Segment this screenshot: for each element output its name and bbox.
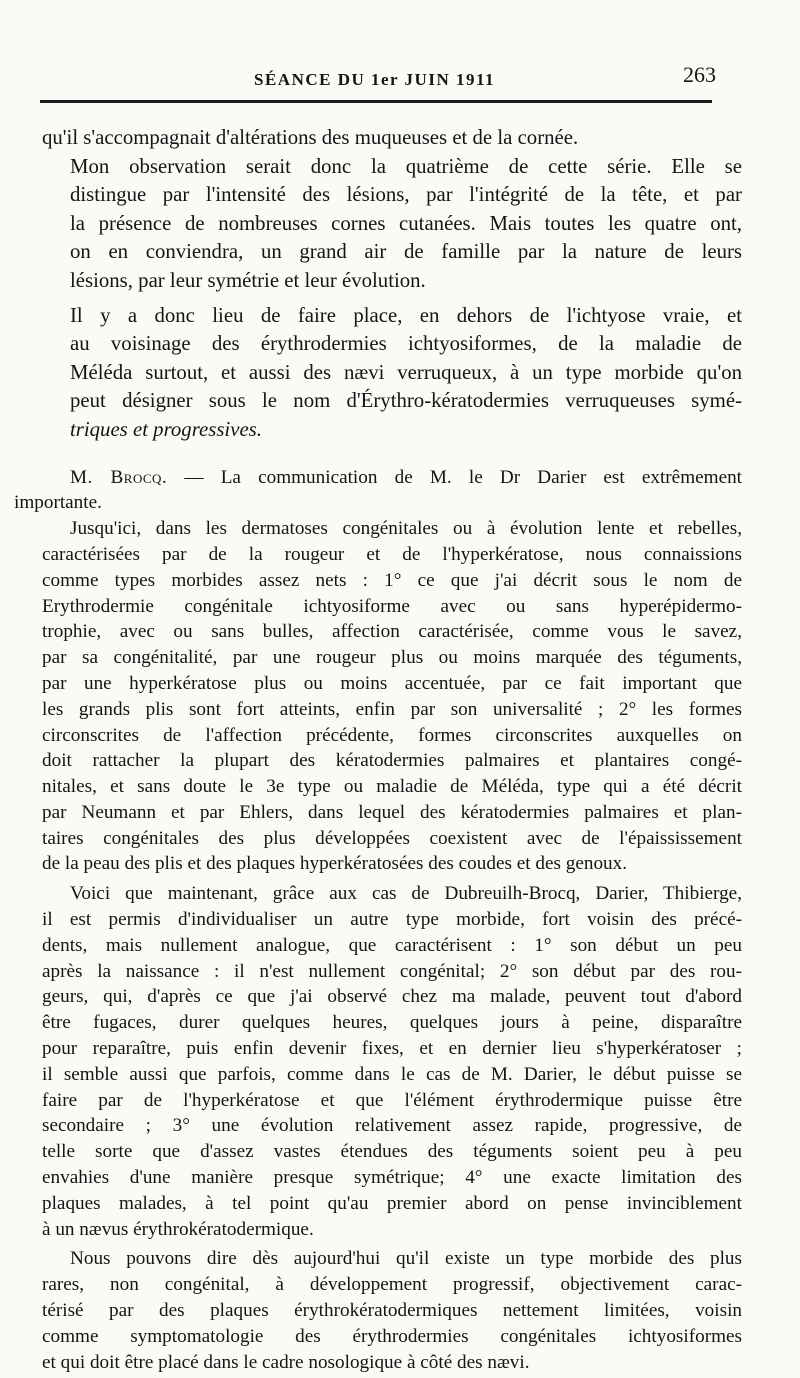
text-line: de la peau des plis et des plaques hyperkératosées des coudes et des genoux. [42, 853, 628, 875]
text-line: trophie, avec ou sans bulles, affection caractérisée, comme vous le savez, [42, 621, 742, 643]
text-line: dents, mais nullement analogue, que caractérisent : 1° son début un peu [42, 934, 742, 956]
body-text [14, 124, 743, 1375]
text-line: Méléda surtout, et aussi des nævi verruqueux, à un type morbide qu'on [70, 360, 742, 384]
text-line: on en conviendra, un grand air de famille par la nature de leurs [70, 240, 742, 264]
text-line: distingue par l'intensité des lésions, par l'intégrité de la tête, et par [70, 183, 742, 207]
text-line: après la naissance : il n'est nullement congénital; 2° son début par des rou- [42, 960, 742, 982]
text-line: il semble aussi que parfois, comme dans le cas de M. Darier, le début puisse se [42, 1063, 742, 1085]
text-line: importante. [14, 492, 102, 514]
text-line: geurs, qui, d'après ce que j'ai observé chez ma malade, peuvent tout d'abord [42, 986, 742, 1008]
text-line: à un nævus érythrokératodermique. [42, 1218, 314, 1240]
text-line [42, 465, 742, 491]
text-line: doit rattacher la plupart des kératodermies palmaires et plantaires congé- [42, 750, 742, 772]
text-line: comme types morbides assez nets : 1° ce que j'ai décrit sous le nom de [42, 569, 742, 591]
text-line: térisé par des plaques érythrokératodermiques nettement limitées, voisin [42, 1300, 742, 1322]
brocq-paragraph-1 [42, 516, 742, 877]
text-line: caractérisées par de la rougeur et de l'hyperkératose, nous connaissions [42, 543, 742, 565]
text-line: comme symptomatologie des érythrodermies congénitales ichtyosiformes [42, 1325, 742, 1347]
brocq-intro [14, 465, 743, 517]
brocq-paragraph-2 [42, 881, 742, 1242]
text-line: nitales, et sans doute le 3e type ou maladie de Méléda, type qui a été décrit [42, 776, 742, 798]
text-line: secondaire ; 3° une évolution relativement assez rapide, progressive, de [42, 1115, 742, 1137]
text-line: Mon observation serait donc la quatrième de cette série. Elle se [70, 154, 742, 178]
text-line: les grands plis sont fort atteints, enfin par son universalité ; 2° les formes [42, 698, 742, 720]
text-line: Il y a donc lieu de faire place, en dehors de l'ichtyose vraie, et [70, 303, 742, 327]
text-line: par une hyperkératose plus ou moins accentuée, par ce fait important que [42, 672, 742, 694]
paragraph-2 [42, 153, 742, 296]
text-line: peut désigner sous le nom d'Érythro-kératodermies verruqueuses symé- [70, 389, 742, 413]
text-line: il est permis d'individualiser un autre type morbide, fort voisin des précé- [42, 909, 742, 931]
text-line: la présence de nombreuses cornes cutanées. Mais toutes les quatre ont, [70, 211, 742, 235]
text-line: telle sorte que d'assez vastes étendues des téguments soient peu à peu [42, 1141, 742, 1163]
text-line: qu'il s'accompagnait d'altérations des muqueuses et de la cornée. [42, 126, 579, 149]
page-number: 263 [683, 62, 716, 87]
text-line: rares, non congénital, à développement progressif, objectivement carac- [42, 1274, 742, 1296]
text-line: envahies d'une manière presque symétrique; 4° une exacte limitation des [42, 1167, 742, 1189]
text-line: lésions, par leur symétrie et leur évolution. [70, 268, 426, 292]
page-header [44, 60, 716, 92]
running-title: SÉANCE DU 1er JUIN 1911 [254, 70, 496, 89]
text-line: circonscrites de l'affection précédente, formes circonscrites auxquelles on [42, 724, 742, 746]
header-rule [40, 100, 712, 103]
text-line: taires congénitales des plus développées coexistent avec de l'épaississement [42, 827, 742, 849]
text-line: plaques malades, à tel point qu'au premier abord on pense invinciblement [42, 1192, 742, 1214]
text-line: être fugaces, durer quelques heures, quelques jours à peine, disparaître [42, 1012, 742, 1034]
text-line: faire par de l'hyperkératose et que l'élément érythrodermique puisse être [42, 1089, 742, 1111]
paragraph-1 [42, 124, 742, 153]
text-line: au voisinage des érythrodermies ichtyosiformes, de la maladie de [70, 332, 742, 356]
text-line: Jusqu'ici, dans les dermatoses congénitales ou à évolution lente et rebelles, [70, 518, 742, 540]
text-line: par sa congénitalité, par une rougeur plus ou moins marquée des téguments, [42, 647, 742, 669]
speaker-name: M. Brocq. [70, 466, 168, 488]
intro-text: — La communication de M. le Dr Darier est extrêmement [184, 466, 743, 488]
text-line: triques et progressives. [70, 417, 262, 441]
paragraph-3 [42, 302, 742, 445]
text-line: Nous pouvons dire dès aujourd'hui qu'il existe un type morbide des plus [70, 1248, 742, 1270]
brocq-paragraph-3 [42, 1246, 742, 1375]
text-line: pour reparaître, puis enfin devenir fixes, et en dernier lieu s'hyperkératoser ; [42, 1038, 742, 1060]
text-line: par Neumann et par Ehlers, dans lequel des kératodermies palmaires et plan- [42, 801, 742, 823]
text-line: Erythrodermie congénitale ichtyosiforme avec ou sans hyperépidermo- [42, 595, 742, 617]
text-line: Voici que maintenant, grâce aux cas de Dubreuilh-Brocq, Darier, Thibierge, [70, 883, 742, 905]
text-line: et qui doit être placé dans le cadre nosologique à côté des nævi. [42, 1351, 530, 1373]
